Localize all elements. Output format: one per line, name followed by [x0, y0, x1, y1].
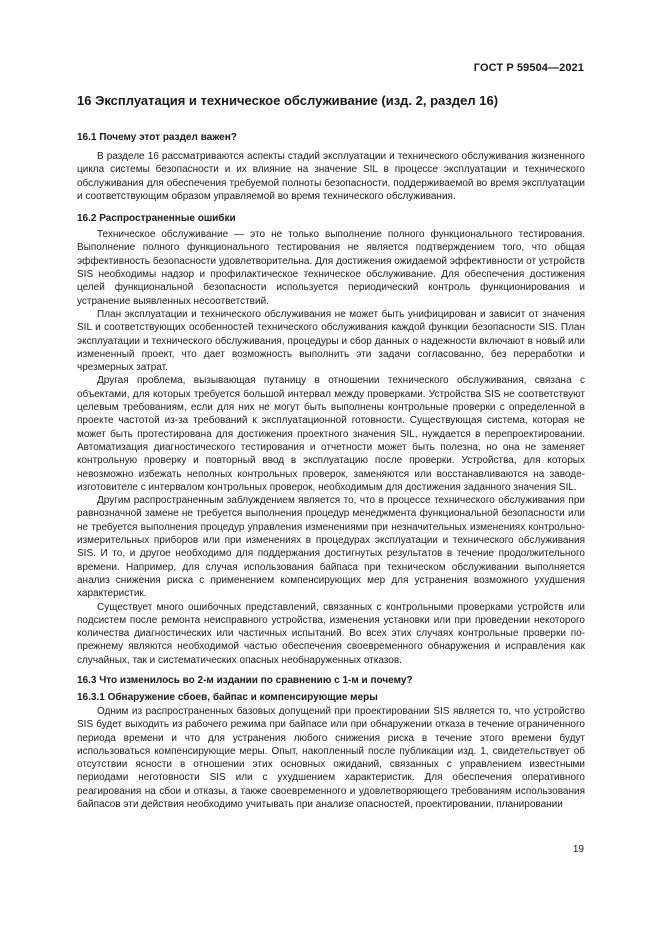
paragraph: Одним из распространенных базовых допущений при проектировании SIS является то, что устройство SIS будет выходить из рабочего режима при байпасе или при обнаружении отказа в течение ограниченного периода времени и что для устранения любого снижения риска в течение этого времени будут использоваться компенсирующие меры. Опыт, накопленный после публикации изд. 1, свидетельствует об отсутствии ясности в отношении этих основных ожиданий, связанных с управлением известными периодами неготовности SIS или с ухудшением характеристик. Для обеспечения оперативного реагирования на сбои и отказы, а также своевременного и удовлетворяющего требованиям использования байпасов эти действия необходимо учитывать при анализе опасностей, проектировании, планировании [77, 705, 585, 811]
paragraph: Другим распространенным заблуждением является то, что в процессе технического обслуживания при равнозначной замене не требуется выполнения процедур менеджмента функциональной безопасности или не требуется выполнения процедур управления изменениями при незначительных изменениях контрольно-измерительных приборов или при изменениях в процедурах эксплуатации и технического обслуживания SIS. И то, и другое необходимо для поддержания достигнутых результатов в течение продолжительного времени. Например, для случая использования байпаса при техническом обслуживании выполняется анализ снижения риска с применением компенсирующих мер для устранения возможного ухудшения характеристик. [77, 495, 585, 600]
standard-code: ГОСТ Р 59504—2021 [473, 62, 584, 74]
subsection-title-16-3: 16.3 Что изменилось во 2-м издании по сравнению с 1-м и почему? [77, 674, 413, 686]
paragraph: В разделе 16 рассматриваются аспекты стадий эксплуатации и технического обслуживания жизненного цикла системы безопасности и их влияние на значение SIL в процессе эксплуатации и технического обслуживания для обеспечения требуемой полноты безопасности, поддерживаемой во время эксплуатации и соответствующим образом управляемой во время технического обслуживания. [77, 151, 585, 202]
paragraph: План эксплуатации и технического обслуживания не может быть унифицирован и зависит от значения SIL и соответствующих особенностей технического обслуживания каждой функции безопасности SIS. План эксплуатации и технического обслуживания, процедуры и сбор данных о надежности включают в новый или измененный проект, что дает возможность выполнить эти задачи согласованно, без переработки и чрезмерных затрат. [77, 308, 585, 374]
paragraph: Существует много ошибочных представлений, связанных с контрольными проверками устройств или подсистем после ремонта неисправного устройства, изменения установки или при проведении некоторого количества диагностических или частичных испытаний. Во всех этих случаях контрольные проверки по-прежнему являются необходимой частью обеспечения своевременного обнаружения и исправления как случайных, так и систематических опасных необнаруженных отказов. [77, 601, 585, 666]
page-number: 19 [572, 844, 584, 855]
section-title: 16 Эксплуатация и техническое обслуживание (изд. 2, раздел 16) [77, 93, 499, 108]
subsection-title-16-3-1: 16.3.1 Обнаружение сбоев, байпас и компенсирующие меры [77, 691, 378, 703]
paragraph: Техническое обслуживание — это не только выполнение полного функционального тестирования. Выполнение полного функционального тестирования не является подтверждением того, что общая эффективность безопасности удовлетворительна. Для достижения ожидаемой эффективности от устройств SIS необходимы надзор и профилактическое техническое обслуживание. Для обеспечения достижения целей функциональной безопасности используется периодический контроль функционирования и устранение выявленных несоответствий. [77, 229, 585, 307]
subsection-title-16-2: 16.2 Распространенные ошибки [77, 213, 236, 225]
subsection-title-16-1: 16.1 Почему этот раздел важен? [77, 132, 237, 143]
paragraph: Другая проблема, вызывающая путаницу в отношении технического обслуживания, связана с объектами, для которых требуется большой интервал между проверками. Устройства SIS не соответствуют целевым требованиям, если для них не могут быть выполнены контрольные проверки с определенной в проекте частотой из-за требований к эксплуатационной готовности. Существующая система, которая не может быть протестирована для достижения проектного значения SIL, нуждается в перепроектировании. Автоматизация диагностического тестирования и отчетности может быть полезна, но она не заменяет контрольную проверку и повторный ввод в эксплуатацию после проверки. Устройства, для которых невозможно избежать неполных контрольных проверок, заменяются или восстанавливаются на заводе-изготовителе с интервалом контрольных проверок, необходимым для достижения заданного значения SIL. [77, 375, 585, 493]
page-content [77, 93, 585, 811]
